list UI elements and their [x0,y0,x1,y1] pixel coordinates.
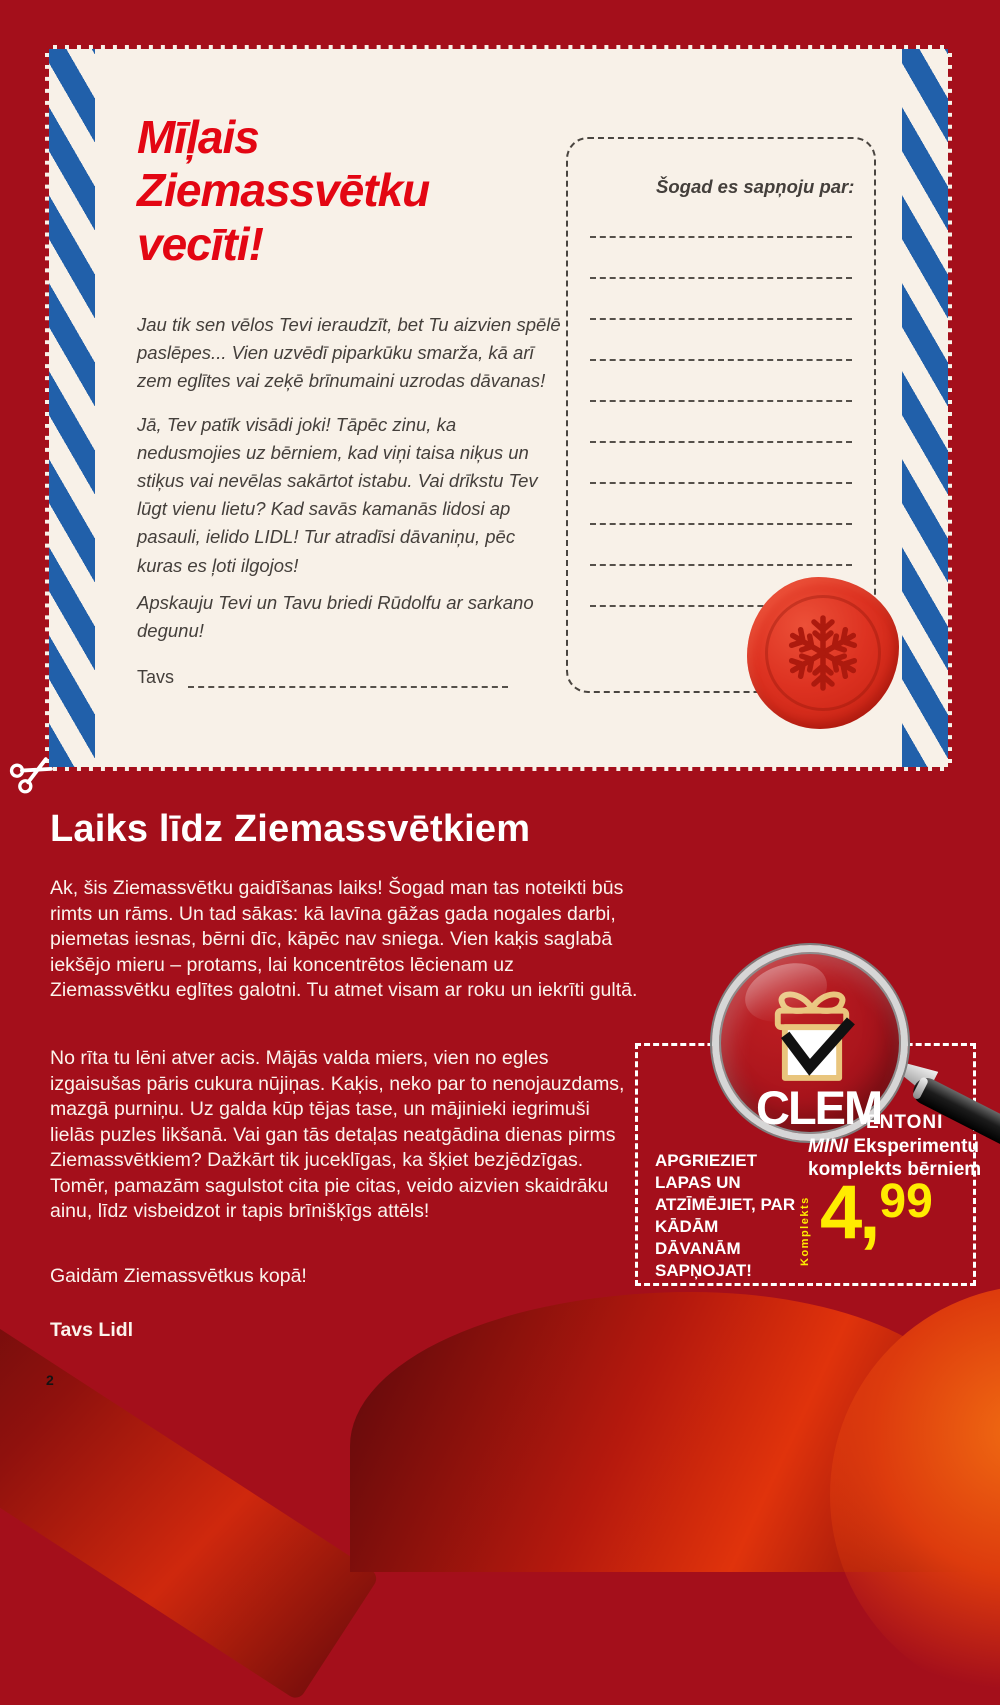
wax-seal [747,577,899,729]
ribbon-decoration [0,1238,380,1701]
letter-paragraph: Apskauju Tevi un Tavu briedi Rūdolfu ar sarkano degunu! [137,592,534,642]
letter-paragraph: Jā, Tev patīk visādi joki! Tāpēc zinu, ka nedusmojies uz bērniem, kad viņi taisa niķus un stiķus vai nevēlas sakārtot istabu. Vai drīkstu Tev lūgt vienu lietu? Kad savās kamanās lidosi ap pasauli, ielido LIDL! Tur atradīsi dāvaniņu, pēc kuras es ļoti ilgojos! [137,414,538,576]
price-unit-label: Komplekts [799,1196,811,1266]
article-closing: Gaidām Ziemassvētkus kopā! [50,1265,307,1287]
wishlist-write-line[interactable] [590,238,852,279]
price-integer: 4, [820,1170,878,1255]
snowflake-icon [780,610,866,696]
article-paragraph: No rīta tu lēni atver acis. Mājās valda miers, vien no egles izgaisušas pāris cukura nūjiņas. Kaķis, neko par to nenojauzdams, mazgā purniņu. Uz galda kūp tējas tase, un mājinieki iegrimuši lielās puzles likšanā. Vai gan tās detaļas neatgādina dienas pirms Ziemassvētkiem? Dažkārt tik juceklīgas, ka šķiet bezjēdzīgas. Tomēr, pamazām sagulstot cita pie citas, veido aizvien skaidrāku ainu, līdz visbeidzot ir tapis brīnišķīgs attēls! [50,1047,625,1222]
wishlist-write-line[interactable] [590,279,852,320]
wishlist-write-line[interactable] [590,443,852,484]
wishlist-title: Šogad es sapņoju par: [656,176,855,197]
wishlist-write-line[interactable] [590,320,852,361]
article-paragraph: Ak, šis Ziemassvētku gaidīšanas laiks! Šogad man tas noteikti būs rimts un rāms. Un tad sākas: kā lavīna gāžas gada nogales darbi, piemetas iesnas, bērni dīc, kāpēc nav sniega. Vien kaķis saglabā iekšējo mieru – protams, lai koncentrētos lēcienam uz Ziemassvētku eglītes galotni. Tu atmet visam ar roku un iekrīti gultā. [50,877,638,1001]
signature-label: Tavs [137,667,175,687]
wishlist-write-line[interactable] [590,361,852,402]
signature-write-line[interactable] [188,670,508,688]
article-heading: Laiks līdz Ziemassvētkiem [50,808,531,850]
article-signature: Tavs Lidl [50,1319,134,1341]
product-mini-label: MINI [808,1136,849,1157]
letter-paragraph: Jau tik sen vēlos Tevi ieraudzīt, bet Tu aizvien spēlē paslēpes... Vien uzvēdī piparkūku smarža, kā arī zem eglītes vai zeķē brīnumaini uzrodas dāvanas! [137,314,561,392]
brand-text: ENTONI [866,1112,944,1133]
wishlist-write-line[interactable] [590,197,852,238]
product-name-line2: komplekts bērniem [808,1159,982,1180]
letter-title: Mīļais Ziemassvētku vecīti! [137,111,430,270]
page-number: 2 [46,1372,54,1388]
wishlist-write-line[interactable] [590,484,852,525]
santa-letter-card [45,45,952,771]
price-decimal: 99 [879,1175,933,1228]
wishlist-lines [590,197,852,607]
product-name-line1: MINI Eksperimentu [808,1136,980,1157]
price [820,1170,933,1255]
airmail-stripes-right [902,49,948,767]
brand-magnified-text: CLEM [756,1081,882,1134]
wishlist-write-line[interactable] [590,525,852,566]
promo-cta-text: APGRIEZIET LAPAS UN ATZĪMĒJIET, PAR KĀDĀM DĀVANĀM SAPŅOJAT! [655,1151,796,1280]
wishlist-write-line[interactable] [590,402,852,443]
signature-row [137,667,508,688]
airmail-stripes-left [49,49,95,767]
